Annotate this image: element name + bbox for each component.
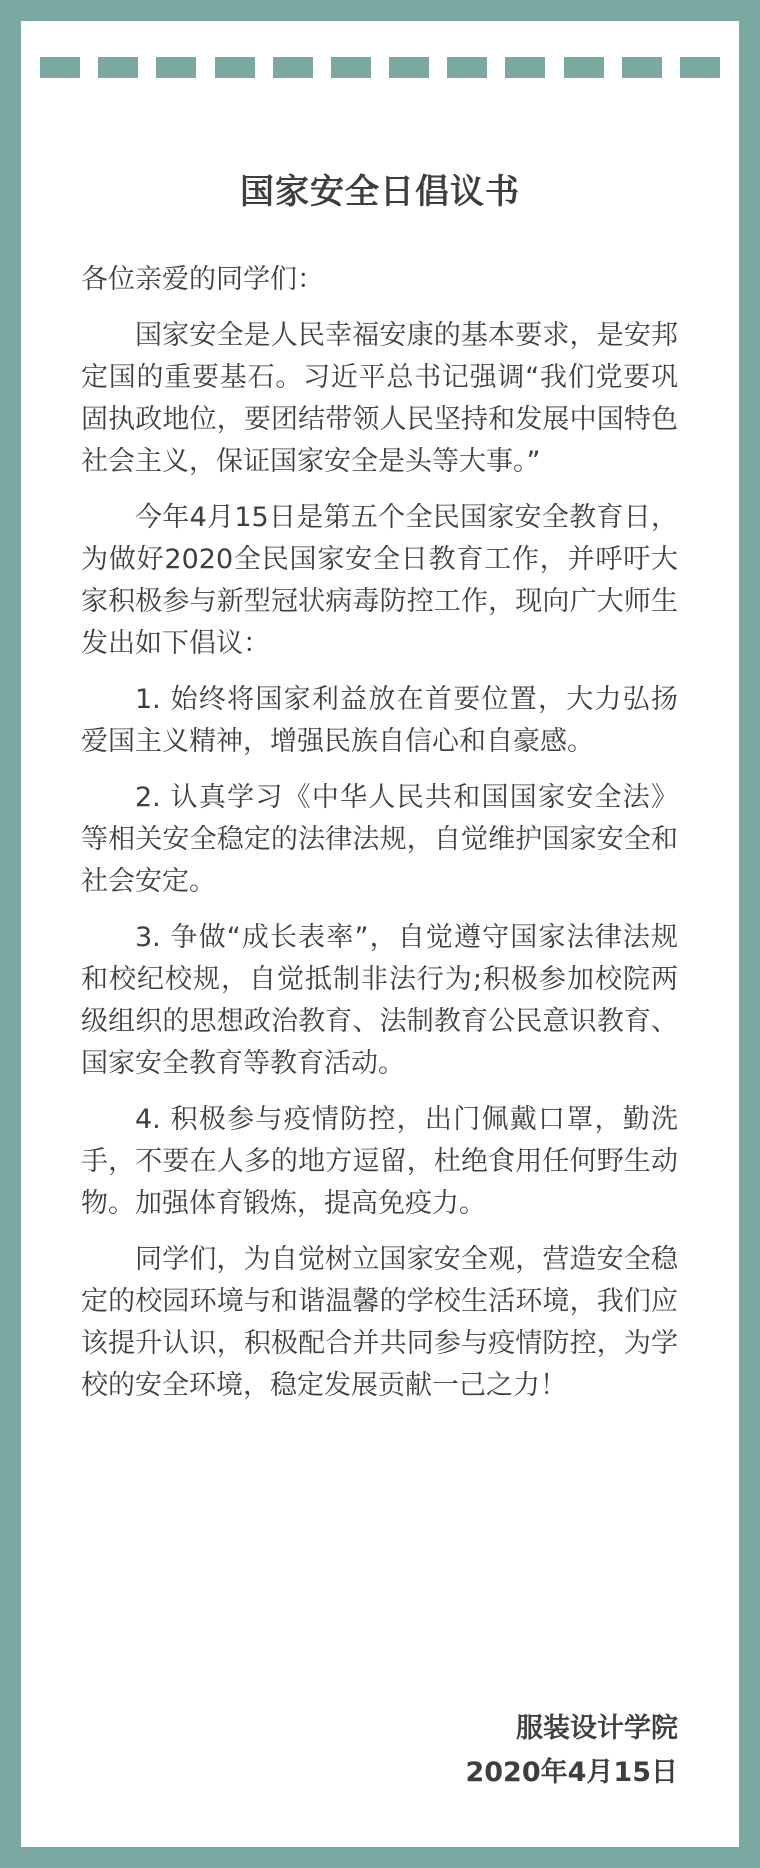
dash <box>505 57 545 78</box>
signature-block <box>465 1707 678 1795</box>
dash <box>98 57 138 78</box>
proposal-item-2: 2. 认真学习《中华人民共和国国家安全法》等相关安全稳定的法律法规，自觉维护国家安全和社会安定。 <box>81 782 678 897</box>
proposal-item-3: 3. 争做“成长表率”，自觉遵守国家法律法规和校纪校规，自觉抵制非法行为;积极参加校院两级组织的思想政治教育、法制教育公民意识教育、国家安全教育等教育活动。 <box>81 922 678 1079</box>
proposal-item-1: 1. 始终将国家利益放在首要位置，大力弘扬爱国主义精神，增强民族自信心和自豪感。 <box>81 684 678 757</box>
dash <box>331 57 371 78</box>
dash <box>622 57 662 78</box>
letter-paper <box>21 21 739 1847</box>
dash <box>215 57 255 78</box>
letter-body <box>81 259 678 1421</box>
paragraph-occasion: 今年4月15日是第五个全民国家安全教育日，为做好2020全民国家安全日教育工作，并呼吁大家积极参与新型冠状病毒防控工作，现向广大师生发出如下倡议： <box>81 502 678 659</box>
paragraph-intro: 国家安全是人民幸福安康的基本要求，是安邦定国的重要基石。习近平总书记强调“我们党要巩固执政地位，要团结带领人民坚持和发展中国特色社会主义，保证国家安全是头等大事。” <box>81 320 678 477</box>
dash <box>389 57 429 78</box>
dash <box>273 57 313 78</box>
dash <box>447 57 487 78</box>
dashed-border-decoration <box>40 57 720 78</box>
page-title: 国家安全日倡议书 <box>240 172 520 212</box>
signature-date: 2020年4月15日 <box>465 1757 678 1788</box>
dash <box>156 57 196 78</box>
proposal-item-4: 4. 积极参与疫情防控，出门佩戴口罩，勤洗手，不要在人多的地方逗留，杜绝食用任何野生动物。加强体育锻炼，提高免疫力。 <box>81 1104 678 1219</box>
dash <box>680 57 720 78</box>
signature-org: 服装设计学院 <box>516 1713 678 1744</box>
greeting: 各位亲爱的同学们： <box>81 264 324 295</box>
dash <box>40 57 80 78</box>
paragraph-closing: 同学们，为自觉树立国家安全观，营造安全稳定的校园环境与和谐温馨的学校生活环境，我们应该提升认识，积极配合并共同参与疫情防控，为学校的安全环境，稳定发展贡献一己之力！ <box>81 1244 678 1401</box>
dash <box>564 57 604 78</box>
